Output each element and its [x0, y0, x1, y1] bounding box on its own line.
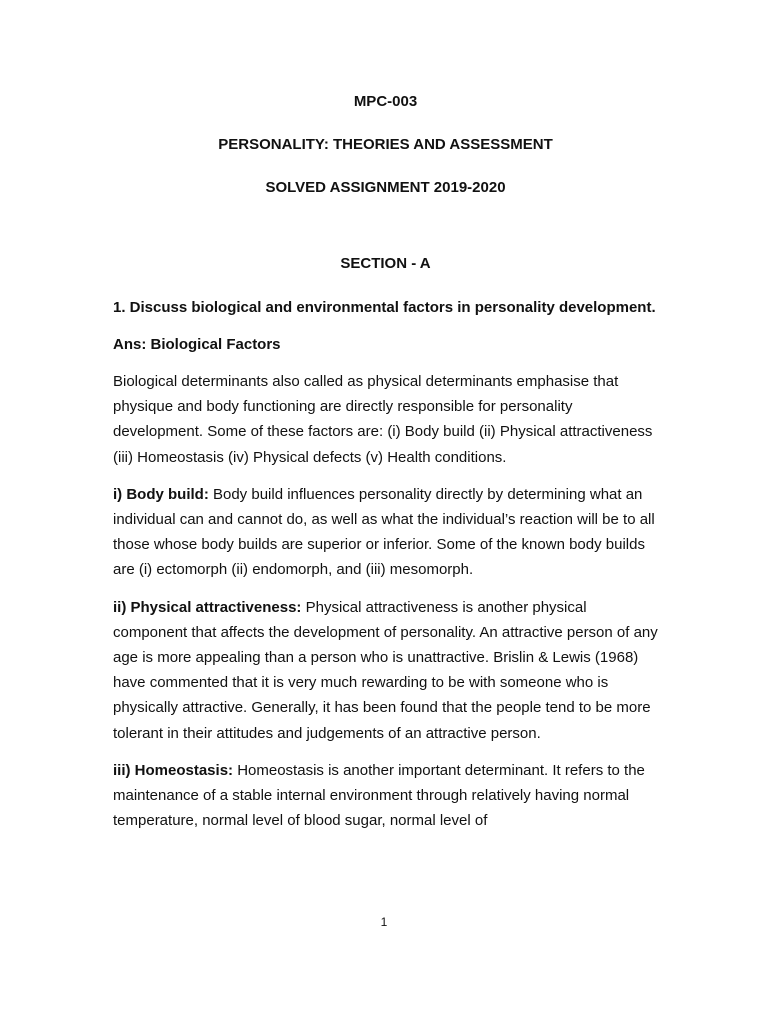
point-text: Physical attractiveness is another physical component that affects the development of personality. An attractive person of any age is more appealing than a person who is unattractive. Brislin & Lewis (1968) have commented that it is very much rewarding to be with someone who is physically attractive. Generally, it has been found that the people tend to be more tolerant in their attitudes and judgements of an attractive person.	[113, 598, 658, 742]
question-text: 1. Discuss biological and environmental factors in personality development.	[113, 299, 656, 316]
paragraph-physical-attractiveness	[113, 595, 658, 746]
intro-paragraph: Biological determinants also called as physical determinants emphasise that physique and body functioning are directly responsible for personality development. Some of these factors are: (i) Body build (ii) Physical attractiveness (iii) Homeostasis (iv) Physical defects (v) Health conditions.	[113, 373, 653, 466]
point-text: Homeostasis is another important determinant. It refers to the maintenance of a stable internal environment through relatively having normal temperature, normal level of blood sugar, normal level of	[113, 761, 645, 830]
point-label: i) Body build:	[113, 485, 209, 503]
paragraph-homeostasis	[113, 758, 658, 834]
course-title: PERSONALITY: THEORIES AND ASSESSMENT	[218, 136, 553, 153]
course-code: MPC-003	[353, 93, 418, 110]
point-label: iii) Homeostasis:	[113, 761, 234, 779]
paragraph-body-build	[113, 482, 658, 583]
point-label: ii) Physical attractiveness:	[113, 598, 302, 616]
point-text: Body build influences personality directly by determining what an individual can and cannot do, as well as what the individual’s reaction will be to all those whose body builds are superior or inferior. Some of the known body builds are (i) ectomorph (ii) endomorph, and (iii) mesomorph.	[113, 485, 655, 579]
answer-heading: Ans: Biological Factors	[113, 336, 281, 353]
assignment-subtitle: SOLVED ASSIGNMENT 2019-2020	[265, 179, 506, 196]
section-heading: SECTION - A	[340, 255, 431, 272]
page-number: 1	[380, 915, 388, 929]
